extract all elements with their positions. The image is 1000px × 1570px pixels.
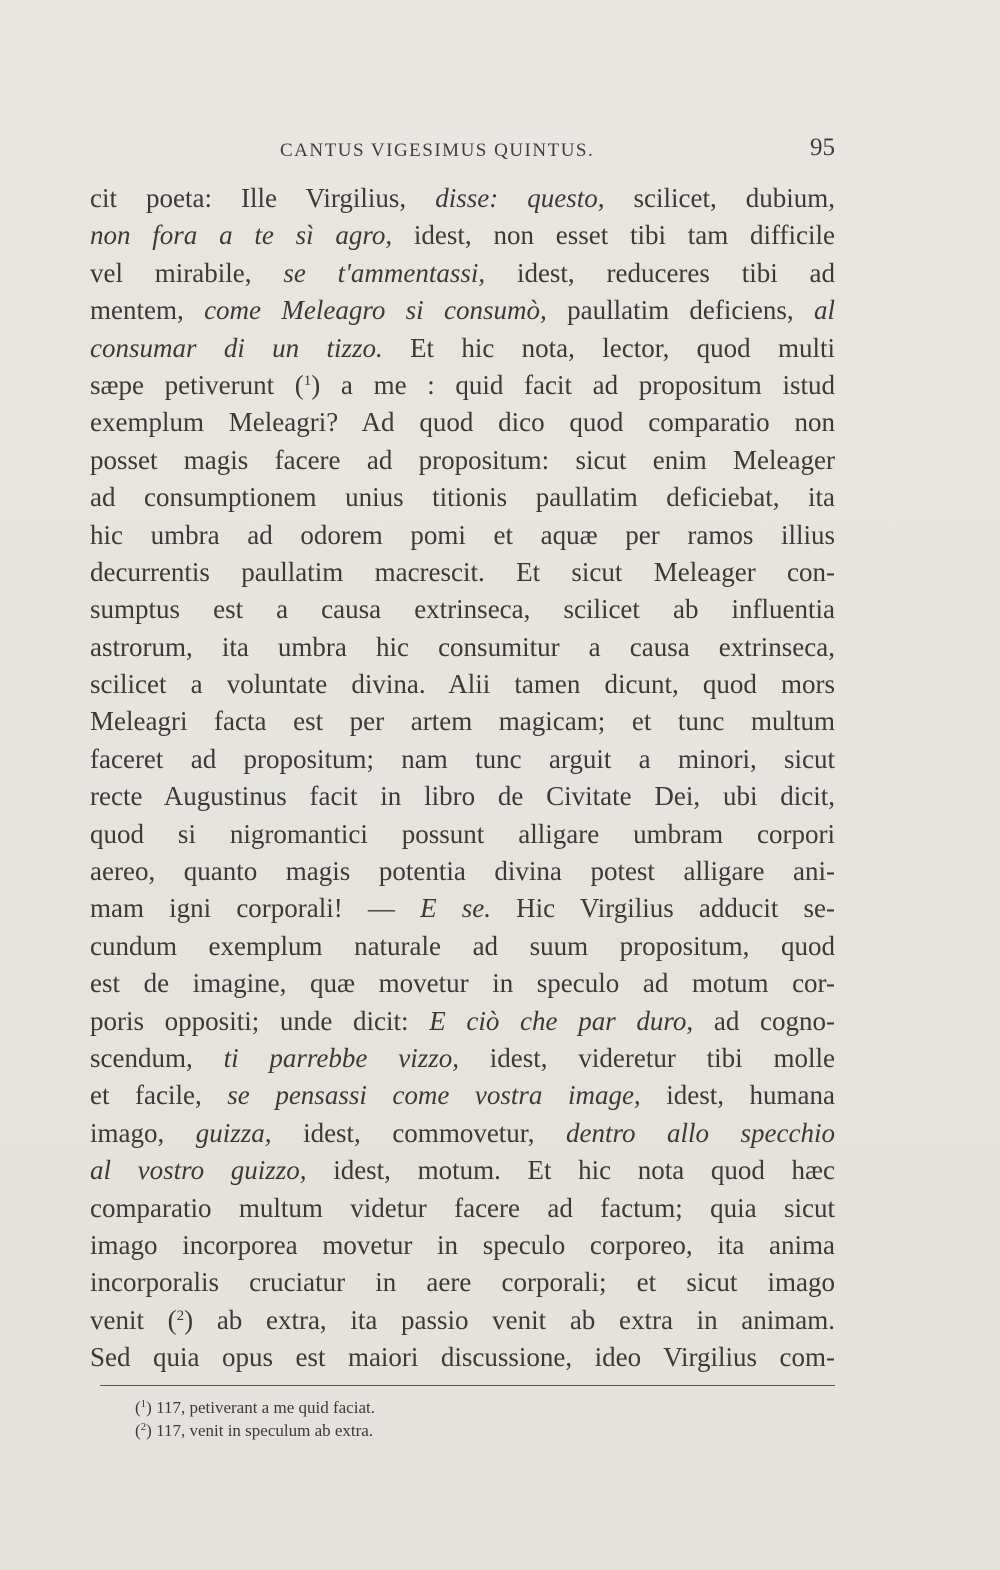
- text-line: recte Augustinus facit in libro de Civitate Dei, ubi dicit,: [90, 781, 835, 812]
- text-line: sumptus est a causa extrinseca, scilicet ab influentia: [90, 594, 835, 625]
- text-line: decurrentis paullatim macrescit. Et sicut Meleager con-: [90, 556, 835, 587]
- text-line: hic umbra ad odorem pomi et aquæ per ramos illius: [90, 519, 835, 550]
- text-line: faceret ad propositum; nam tunc arguit a minori, sicut: [90, 743, 835, 774]
- running-title: CANTUS VIGESIMUS QUINTUS.: [280, 140, 595, 161]
- text-line: Sed quia opus est maiori discussione, ideo Virgilius com-: [90, 1342, 835, 1373]
- text-line: Meleagri facta est per artem magicam; et tunc multum: [90, 706, 835, 737]
- text-line: est de imagine, quæ movetur in speculo ad motum cor-: [90, 968, 835, 999]
- text-line: posset magis facere ad propositum: sicut enim Meleager: [90, 444, 835, 475]
- text-line: cit poeta: Ille Virgilius, disse: questo, scilicet, dubium,: [90, 183, 836, 213]
- text-line: consumar di un tizzo. Et hic nota, lector, quod multi: [90, 332, 835, 363]
- text-line: quod si nigromantici possunt alligare umbram corpori: [90, 818, 835, 849]
- text-line: mam igni corporali! — E se. Hic Virgilius adducit se-: [90, 893, 836, 924]
- text-line: venit ($^2$) ab extra, ita passio venit ab extra in animam.: [90, 1304, 836, 1335]
- footnote-ref-1: 1: [303, 372, 312, 389]
- text-line: sæpe petiverunt ($^1$) a me : quid facit ad propositum istud: [90, 369, 835, 400]
- text-line: imago incorporea movetur in speculo corporeo, ita anima: [90, 1229, 835, 1260]
- footnotes: [135, 1396, 635, 1442]
- text-line: al vostro guizzo, idest, motum. Et hic nota quod hæc: [90, 1155, 835, 1186]
- text-line: et facile, se pensassi come vostra image, idest, humana: [90, 1080, 835, 1111]
- text-line: incorporalis cruciatur in aere corporali; et sicut imago: [90, 1267, 835, 1298]
- text-line: aereo, quanto magis potentia divina potest alligare ani-: [90, 856, 835, 887]
- footnote-1: ($^1$) 117, petiverant a me quid faciat.: [135, 1398, 375, 1417]
- text-line: cundum exemplum naturale ad suum propositum, quod: [90, 930, 835, 961]
- text-line: mentem, come Meleagro si consumò, paullatim deficiens, al: [90, 295, 835, 326]
- text-line: ad consumptionem unius titionis paullatim deficiebat, ita: [90, 482, 835, 513]
- text-line: imago, guizza, idest, commovetur, dentro allo specchio: [90, 1117, 835, 1148]
- text-line: astrorum, ita umbra hic consumitur a causa extrinseca,: [90, 631, 835, 662]
- text-line: poris oppositi; unde dicit: E ciò che par duro, ad cogno-: [90, 1005, 835, 1036]
- text-line: exemplum Meleagri? Ad quod dico quod comparatio non: [90, 407, 835, 438]
- body-text: [90, 180, 835, 1377]
- footnote-ref-2: 2: [176, 1307, 185, 1324]
- footnote-divider: [100, 1385, 835, 1386]
- footnote-2: ($^2$) 117, venit in speculum ab extra.: [135, 1421, 374, 1440]
- page-number: 95: [810, 134, 835, 161]
- text-line: vel mirabile, se t'ammentassi, idest, reduceres tibi ad: [90, 257, 836, 288]
- text-line: comparatio multum videtur facere ad factum; quia sicut: [90, 1192, 835, 1223]
- text-line: non fora a te sì agro, idest, non esset tibi tam difficile: [90, 220, 836, 251]
- text-line: scendum, ti parrebbe vizzo, idest, videretur tibi molle: [90, 1042, 835, 1073]
- page-header: [90, 134, 835, 176]
- text-line: scilicet a voluntate divina. Alii tamen dicunt, quod mors: [90, 669, 835, 700]
